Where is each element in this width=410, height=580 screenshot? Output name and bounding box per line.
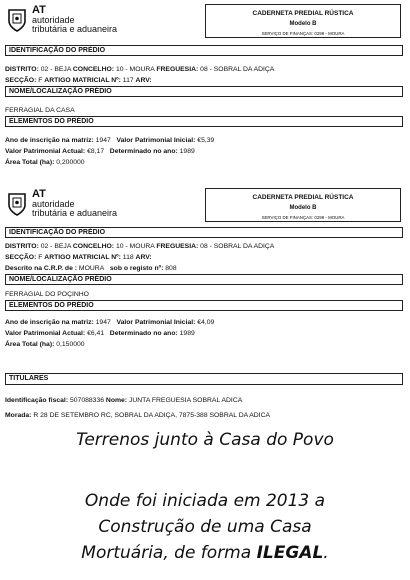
area-line bbox=[5, 157, 403, 168]
artigo-label: ARTIGO MATRICIAL Nº: bbox=[44, 254, 121, 261]
ano-value: 1947 bbox=[95, 137, 111, 144]
morada-label: Morada: bbox=[5, 412, 32, 419]
document-header bbox=[5, 4, 403, 40]
fiscal-id-line bbox=[5, 395, 403, 406]
morada-value: R 28 DE SETEMBRO RC, SOBRAL DA ADIÇA, 7875-388 SOBRAL DA ADICA bbox=[33, 412, 271, 419]
registo-label: sob o registo nº: bbox=[109, 265, 164, 272]
property-name: FERRAGIAL DA CASA bbox=[5, 107, 75, 114]
arv-label: ARV: bbox=[135, 77, 152, 84]
coat-of-arms-icon bbox=[7, 192, 27, 216]
seccao-value: F bbox=[38, 77, 43, 84]
vpi-value: €5,39 bbox=[197, 137, 215, 144]
current-value-line bbox=[5, 328, 403, 339]
caderneta-title: CADERNETA PREDIAL RÚSTICA bbox=[252, 10, 354, 17]
at-logo bbox=[7, 190, 127, 222]
logo-at: AT bbox=[32, 188, 46, 200]
article-line bbox=[5, 75, 403, 86]
inscription-line bbox=[5, 317, 403, 328]
coat-of-arms-icon bbox=[7, 8, 27, 32]
det-value: 1989 bbox=[179, 148, 195, 155]
ano-value: 1947 bbox=[95, 319, 111, 326]
logo-name-line2: tributária e aduaneira bbox=[32, 24, 118, 34]
arv-label: ARV: bbox=[135, 254, 152, 261]
vpi-value: €4,09 bbox=[197, 319, 215, 326]
seccao-value: F bbox=[38, 254, 43, 261]
vpa-label: Valor Patrimonial Actual: bbox=[5, 148, 86, 155]
caption-emphasis: ILEGAL bbox=[256, 543, 324, 563]
seccao-label: SECÇÃO: bbox=[5, 254, 37, 261]
caption-heading: Terrenos junto à Casa do Povo bbox=[76, 430, 334, 450]
caption-line-4 bbox=[0, 540, 410, 566]
section-identificacao: IDENTIFICAÇÃO DO PRÉDIO bbox=[5, 227, 403, 238]
caderneta-box bbox=[205, 4, 401, 38]
area-label: Área Total (ha): bbox=[5, 159, 55, 166]
section-elementos: ELEMENTOS DO PRÉDIO bbox=[5, 300, 403, 311]
det-value: 1989 bbox=[179, 330, 195, 337]
vpi-label: Valor Patrimonial Inicial: bbox=[116, 319, 196, 326]
caption-line-4-text: Mortuária, de forma bbox=[81, 543, 257, 563]
vpa-label: Valor Patrimonial Actual: bbox=[5, 330, 86, 337]
section-elementos: ELEMENTOS DO PRÉDIO bbox=[5, 116, 403, 127]
location-line bbox=[5, 241, 403, 252]
service-office: SERVIÇO DE FINANÇAS: 0299 - MOURA bbox=[261, 31, 345, 36]
registry-line bbox=[5, 263, 403, 274]
ano-label: Ano de inscrição na matriz: bbox=[5, 137, 94, 144]
caption-body bbox=[0, 488, 410, 566]
crp-value: MOURA bbox=[78, 265, 105, 272]
caption-period: . bbox=[323, 543, 329, 563]
distrito-label: DISTRITO: bbox=[5, 243, 39, 250]
service-office: SERVIÇO DE FINANÇAS: 0299 - MOURA bbox=[261, 215, 345, 220]
current-value-line bbox=[5, 146, 403, 157]
distrito-value: 02 - BEJA bbox=[40, 66, 71, 73]
caderneta-1 bbox=[5, 4, 403, 168]
concelho-value: 10 - MOURA bbox=[115, 66, 155, 73]
document-header bbox=[5, 188, 403, 224]
owner-name-label: Nome: bbox=[105, 397, 128, 404]
caderneta-model: Modelo B bbox=[289, 205, 317, 211]
freguesia-label: FREGUESIA: bbox=[156, 243, 199, 250]
section-nome: NOME/LOCALIZAÇÃO PRÉDIO bbox=[5, 86, 403, 97]
caderneta-2 bbox=[5, 188, 403, 350]
logo-name-line1: autoridade bbox=[32, 199, 75, 209]
section-nome: NOME/LOCALIZAÇÃO PRÉDIO bbox=[5, 274, 403, 285]
distrito-value: 02 - BEJA bbox=[40, 243, 71, 250]
concelho-label: CONCELHO: bbox=[72, 66, 115, 73]
titulares-section bbox=[5, 371, 403, 421]
caption-line-2: Onde foi iniciada em 2013 a bbox=[84, 491, 326, 511]
logo-name-line2: tributária e aduaneira bbox=[32, 208, 118, 218]
article-line bbox=[5, 252, 403, 263]
inscription-line bbox=[5, 135, 403, 146]
at-logo bbox=[7, 6, 127, 38]
artigo-label: ARTIGO MATRICIAL Nº: bbox=[44, 77, 121, 84]
area-value: 0,150000 bbox=[56, 341, 85, 348]
det-label: Determinado no ano: bbox=[109, 148, 178, 155]
nif-label: Identificação fiscal: bbox=[5, 397, 69, 404]
location-line bbox=[5, 64, 403, 75]
concelho-label: CONCELHO: bbox=[72, 243, 115, 250]
artigo-value: 117 bbox=[122, 77, 134, 84]
logo-name-line1: autoridade bbox=[32, 15, 75, 25]
crp-label: Descrito na C.R.P. de : bbox=[5, 265, 78, 272]
artigo-value: 118 bbox=[122, 254, 134, 261]
freguesia-value: 08 - SOBRAL DA ADIÇA bbox=[200, 243, 275, 250]
section-titulares: TITULARES bbox=[5, 373, 403, 385]
registo-value: 808 bbox=[165, 265, 177, 272]
distrito-label: DISTRITO: bbox=[5, 66, 39, 73]
area-line bbox=[5, 339, 403, 350]
freguesia-value: 08 - SOBRAL DA ADIÇA bbox=[200, 66, 275, 73]
property-name: FERRAGIAL DO POÇINHO bbox=[5, 291, 89, 298]
section-identificacao: IDENTIFICAÇÃO DO PRÉDIO bbox=[5, 45, 403, 56]
caderneta-title: CADERNETA PREDIAL RÚSTICA bbox=[252, 194, 354, 201]
caderneta-box bbox=[205, 188, 401, 222]
ano-label: Ano de inscrição na matriz: bbox=[5, 319, 94, 326]
vpi-label: Valor Patrimonial Inicial: bbox=[116, 137, 196, 144]
freguesia-label: FREGUESIA: bbox=[156, 66, 199, 73]
seccao-label: SECÇÃO: bbox=[5, 77, 37, 84]
logo-at: AT bbox=[32, 4, 46, 16]
area-value: 0,200000 bbox=[56, 159, 85, 166]
area-label: Área Total (ha): bbox=[5, 341, 55, 348]
owner-name-value: JUNTA FREGUESIA SOBRAL ADICA bbox=[128, 397, 243, 404]
det-label: Determinado no ano: bbox=[109, 330, 178, 337]
nif-value: 507088336 bbox=[69, 397, 105, 404]
caption-line-3: Construção de uma Casa bbox=[98, 517, 312, 537]
address-line bbox=[5, 410, 403, 421]
concelho-value: 10 - MOURA bbox=[115, 243, 155, 250]
vpa-value: €8,17 bbox=[87, 148, 105, 155]
vpa-value: €6,41 bbox=[87, 330, 105, 337]
caderneta-model: Modelo B bbox=[289, 21, 317, 27]
